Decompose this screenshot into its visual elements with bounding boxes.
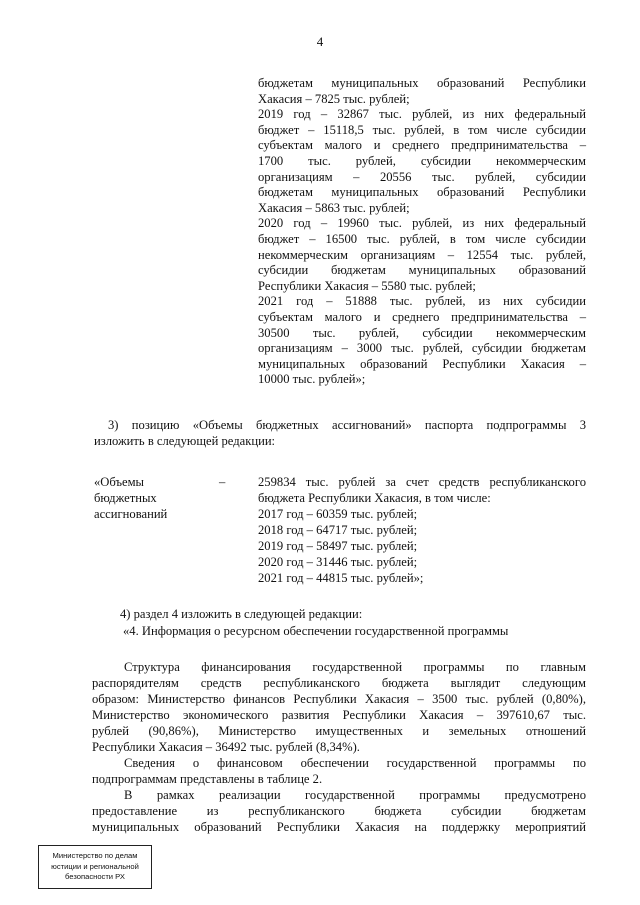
budget-text-line: муниципальных образований Республики Хакасия – [258,356,586,371]
budget-text-line: 2021 год – 51888 тыс. рублей, из них субсидии [258,294,586,309]
paragraph-line: В рамках реализации государственной программы предусмотрено [124,788,586,802]
table-value-line: 2017 год – 60359 тыс. рублей; [258,507,418,521]
paragraph-line: рублей (90,86%), Министерство имущественных и земельных отношений [92,724,586,738]
budget-text-line: некоммерческим организациям – 12554 тыс. рублей, [258,247,586,262]
budget-text-line: бюджетам муниципальных образований Республики [258,185,586,200]
budget-text-line: организациям – 3000 тыс. рублей, субсидии бюджетам [258,341,586,356]
budget-text-line: организациям – 20556 тыс. рублей, субсидии [258,169,586,184]
budget-text-line: Хакасия – 7825 тыс. рублей; [258,91,410,106]
paragraph-line: подпрограммам представлены в таблице 2. [92,772,323,786]
budget-text-line: субсидии бюджетам муниципальных образований [258,263,586,278]
budget-text-line: Хакасия – 5863 тыс. рублей; [258,200,410,215]
table-value-line: 2021 год – 44815 тыс. рублей»; [258,571,424,585]
paragraph-line: предоставление из республиканского бюджета субсидии бюджетам [92,804,586,818]
table-label: ассигнований [94,507,168,521]
stamp-line: юстиции и региональной [51,861,139,871]
list-item-3: 3) позицию «Объемы бюджетных ассигнований» паспорта подпрограммы 3 [108,418,586,432]
table-value-line: бюджета Республики Хакасия, в том числе: [258,491,491,505]
budget-text-line: 2020 год – 19960 тыс. рублей, из них федеральный [258,216,586,231]
section-title: «4. Информация о ресурсном обеспечении государственной программы [123,624,509,638]
budget-text-line: 10000 тыс. рублей»; [258,372,366,387]
budget-text-line: 30500 тыс. рублей, субсидии некоммерческим [258,325,586,340]
paragraph-line: Республики Хакасия – 36492 тыс. рублей (8,34%). [92,740,360,754]
paragraph-line: образом: Министерство финансов Республики Хакасия – 3500 тыс. рублей (0,80%), [92,692,586,706]
paragraph-line: распорядителям средств республиканского бюджета выглядит следующим [92,676,586,690]
table-value-line: 259834 тыс. рублей за счет средств республиканского [258,475,586,489]
registration-stamp [38,845,152,889]
paragraph-line: Структура финансирования государственной программы по главным [124,660,586,674]
list-item-3-cont: изложить в следующей редакции: [94,434,276,448]
budget-text-line: Республики Хакасия – 5580 тыс. рублей; [258,278,476,293]
table-value-line: 2020 год – 31446 тыс. рублей; [258,555,418,569]
budget-text-line: субъектам малого и среднего предпринимательства – [258,310,586,324]
budget-text-line: бюджет – 16500 тыс. рублей, в том числе субсидии [258,232,586,246]
budget-text-line: 2019 год – 32867 тыс. рублей, из них федеральный [258,107,586,122]
paragraph-line: муниципальных образований Республики Хакасия на поддержку мероприятий [92,820,586,834]
stamp-line: Министерство по делам [52,851,138,860]
budget-text-line: субъектам малого и среднего предпринимательства – [258,138,586,153]
budget-text-line: бюджетам муниципальных образований Республики [258,76,586,90]
table-label: бюджетных [94,491,157,505]
table-label: «Объемы [94,475,145,489]
paragraph-line: Сведения о финансовом обеспечении государственной программы по [124,756,586,770]
budget-text-line: бюджет – 15118,5 тыс. рублей, в том числе субсидии [258,122,586,137]
table-value-line: 2019 год – 58497 тыс. рублей; [258,539,418,553]
budget-text-line: 1700 тыс. рублей, субсидии некоммерческим [258,154,586,168]
page-number: 4 [316,34,324,49]
table-value-line: 2018 год – 64717 тыс. рублей; [258,523,418,537]
table-dash: – [219,475,226,489]
list-item-4: 4) раздел 4 изложить в следующей редакции: [120,607,363,621]
paragraph-line: Министерство экономического развития Республики Хакасия – 397610,67 тыс. [92,708,586,722]
stamp-line: безопасности РХ [65,872,125,881]
